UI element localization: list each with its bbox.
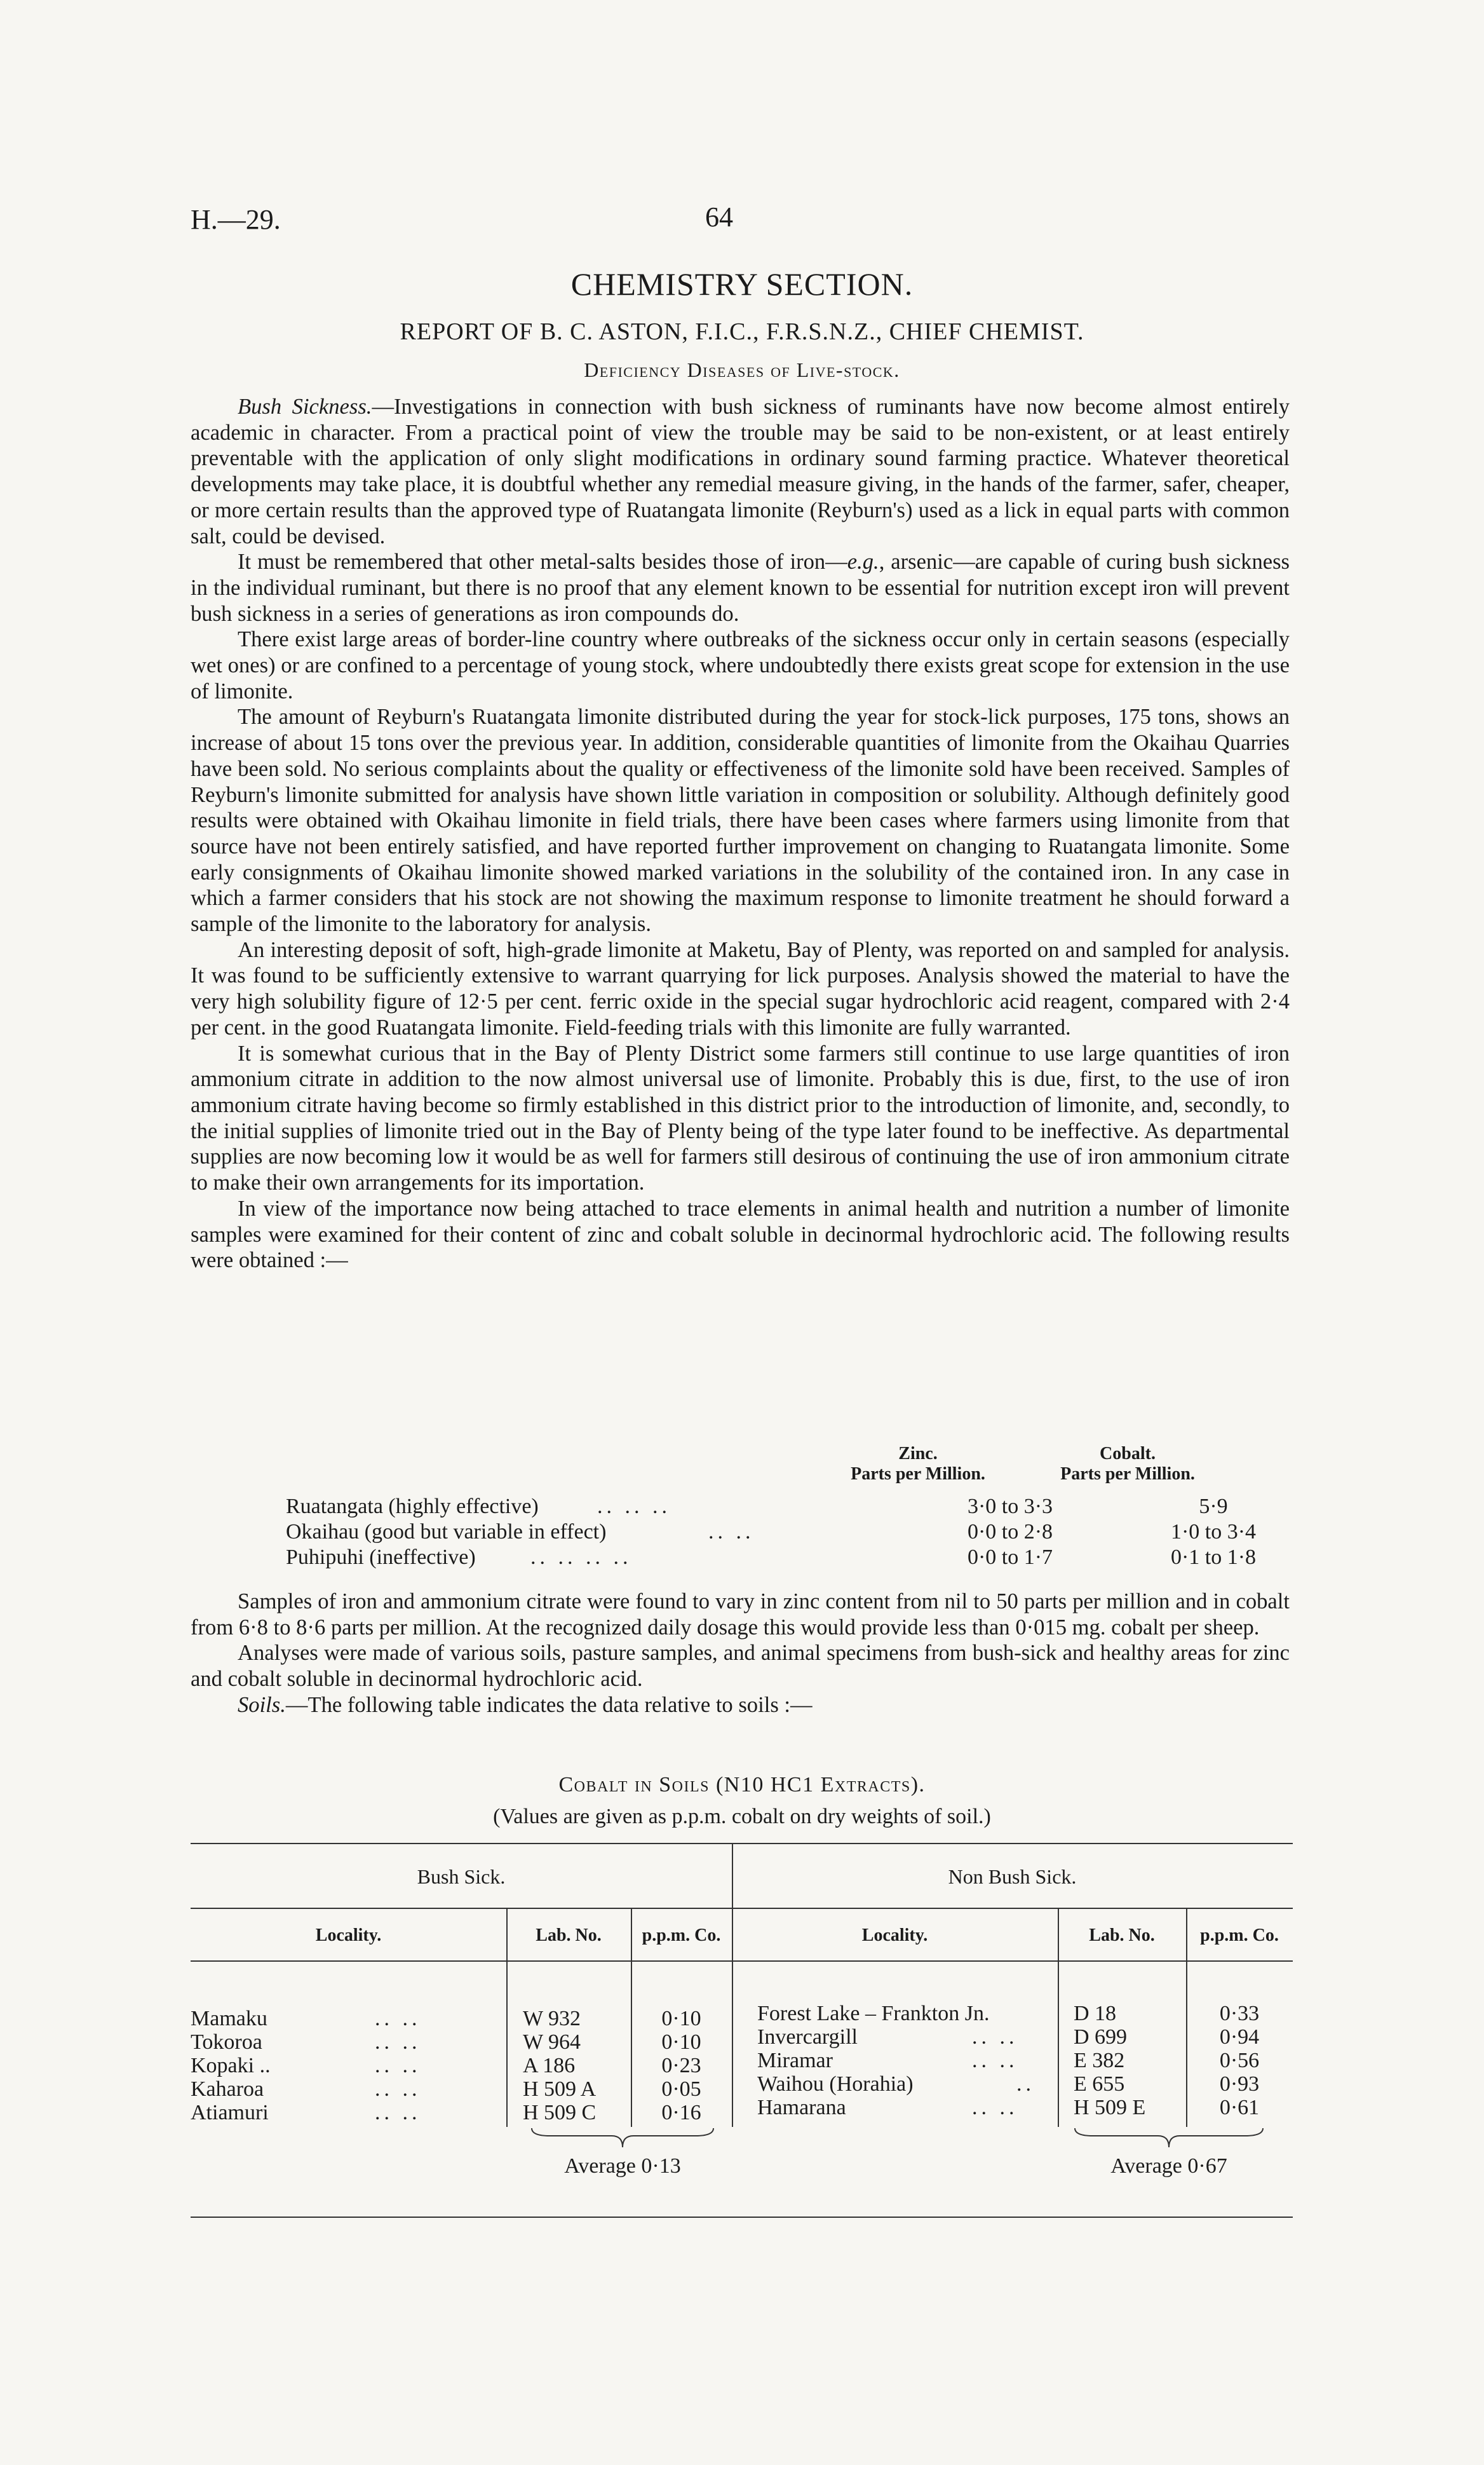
column-header-ppm: p.p.m. Co. [1200,1925,1279,1945]
average-brace-icon [530,2126,715,2151]
paragraph-limonite-amount: The amount of Reyburn's Ruatangata limonite distributed during the year for stock-lick purposes, 175 tons, shows an increase of about 15 tons over the previous year. In addition, considerable quantities of limonite from the Okaihau Quarries have been sold. No serious complaints about the quality or effectiveness of the limonite sold have been received. Samples of Reyburn's limonite submitted for analysis have shown little variation in composition or solubility. Although definitely good results were obtained with Okaihau limonite in field trials, there have been cases where farmers using limonite from that source have not been entirely satisfied, and have reported further improvement on changing to Ruatangata limonite. Some early consignments of Okaihau limonite showed marked variations in the solubility of the contained iron. In any case in which a farmer considers that his stock are not showing the maximum response to limonite treatment he should forward a sample of the limonite to the laboratory for analysis. [191,705,1290,937]
paragraph-maketu-deposit: An interesting deposit of soft, high-grade limonite at Maketu, Bay of Plenty, was reported on and sampled for analysis. It was found to be sufficiently extensive to warrant quarrying for lick purposes. Analysis showed the material to have the very high solubility figure of 12·5 per cent. ferric oxide in the special sugar hydrochloric acid reagent, compared with 2·4 per cent. in the good Ruatangata limonite. Field-feeding trials with this limonite are fully warranted. [191,937,1290,1040]
table-rule-bottom [191,2217,1293,2218]
table-rule-header [191,1960,1293,1962]
non-bush-sick-average: Average 0·67 [1110,2154,1227,2178]
paragraph-trace-elements: In view of the importance now being attached to trace elements in animal health and nutrition a number of limonite samples were examined for their content of zinc and cobalt soluble in decinormal hydrochloric acid. The following results were obtained :— [191,1196,1290,1273]
subtitle: Deficiency Diseases of Live-stock. [584,358,900,381]
paragraph-citrate-samples: Samples of iron and ammonium citrate were found to vary in zinc content from nil to 50 parts per million and in cobalt from 6·8 to 8·6 parts per million. At the recognized daily dosage this would provide less than 0·015 mg. cobalt per sheep. [191,1589,1290,1640]
paragraph-analyses: Analyses were made of various soils, pasture samples, and animal specimens from bush-sick and healthy areas for zinc and cobalt soluble in decinormal hydrochloric acid. [191,1641,1290,1692]
body-text-continued [191,1589,1290,1718]
paragraph-bush-sickness: Bush Sickness.—Investigations in connection with bush sickness of ruminants have now become almost entirely academic in character. From a practical point of view the trouble may be said to be non-existent, or at least entirely preventable with the application of only slight modifications in ordinary sound farming practice. Whatever theoretical developments may take place, it is doubtful whether any remedial measure giving, in the hands of the farmer, safer, cheaper, or more certain results than the approved type of Ruatangata limonite (Reyburn's) used as a lick in equal parts with common salt, could be devised. [191,395,1290,548]
average-brace-icon [1074,2126,1264,2151]
paragraph-soils: Soils.—The following table indicates the data relative to soils :— [238,1692,813,1717]
soil-table-title: Cobalt in Soils (N10 HC1 Extracts). [558,1773,926,1796]
table-rule-top [191,1843,1293,1844]
cobalt-column-header: Cobalt. Parts per Million. [1060,1444,1195,1484]
paragraph-metal-salts: It must be remembered that other metal-salts besides those of iron—e.g., arsenic—are capable of curing bush sickness in the individual ruminant, but there is no proof that any element known to be essential for nutrition except iron will prevent bush sickness in a series of generations as iron compounds do. [191,550,1290,626]
soil-table-subtitle: (Values are given as p.p.m. cobalt on dry weights of soil.) [493,1805,991,1828]
non-bush-sick-heading: Non Bush Sick. [948,1865,1077,1888]
table-rule-group [191,1908,1293,1909]
report-title: REPORT OF B. C. ASTON, F.I.C., F.R.S.N.Z., CHIEF CHEMIST. [400,318,1084,345]
page-number: 64 [705,201,733,233]
bush-sick-heading: Bush Sick. [417,1865,506,1888]
paragraph-lead: Bush Sickness. [238,395,372,419]
document-page: H.—29. 64 CHEMISTRY SECTION. REPORT OF B. C. ASTON, F.I.C., F.R.S.N.Z., CHIEF CHEMIST. Deficiency Diseases of Live-stock. Bush Sickness.—Investigations in connection with bush sickness of ruminants have now become almost entirely academic in character. From a practical point of view the trouble may be said to be non-existent, or at least entirely preventable with the application of only slight modifications in ordinary sound farming practice. Whatever theoretical developments may take place, it is doubtful whether any remedial measure giving, in the hands of the farmer, safer, cheaper, or more certain results than the approved type of Ruatangata limonite (Reyburn's) used as a lick in equal parts with common salt, could be devised. It must be remembered that other metal-salts besides those of iron—e.g., arsenic—are capable of curing bush sickness in the individual ruminant, but there is no proof that any element known to be essential for nutrition except iron will prevent bush sickness in a series of generations as iron compounds do. There exist large areas of border-line country where outbreaks of the sickness occur only in certain seasons (especially wet ones) or are confined to a percentage of young stock, where undoubtedly there exists great scope for extension in the use of limonite. The amount of Reyburn's Ruatangata limonite distributed during the year for stock-lick purposes, 175 tons, shows an increase of about 15 tons over the previous year. In addition, considerable quantities of limonite from the Okaihau Quarries have been sold. No serious complaints about the quality or effectiveness of the limonite sold have been received. Samples of Reyburn's limonite submitted for analysis have shown little variation in composition or solubility. Although definitely good results were obtained with Okaihau limonite in field trials, there have been cases where farmers using limonite from that source have not been entirely satisfied, and have reported further improvement on changing to Ruatangata limonite. Some early consignments of Okaihau limonite showed marked variations in the solubility of the contained iron. In any case in which a farmer considers that his stock are not showing the maximum response to limonite treatment he should forward a sample of the limonite to the laboratory for analysis. An interesting deposit of soft, high-grade limonite at Maketu, Bay of Plenty, was reported on and sampled for analysis. It was found to be sufficiently extensive to warrant quarrying for lick purposes. Analysis showed the material to have the very high solubility figure of 12·5 per cent. ferric oxide in the special sugar hydrochloric acid reagent, compared with 2·4 per cent. in the good Ruatangata limonite. Field-feeding trials with this limonite are fully warranted. It is somewhat curious that in the Bay of Plenty District some farmers still continue to use large quantities of iron ammonium citrate in addition to the now almost universal use of limonite. Probably this is due, first, to the use of iron ammonium citrate having become so firmly established in this district prior to the introduction of limonite, and, secondly, to the initial supplies of limonite tried out in the Bay of Plenty being of the type later found to be ineffective. As departmental supplies are now becoming low it would be as well for farmers still desirous of continuing the use of iron ammonium citrate to make their own arrangements for its importation. In view of the importance now being attached to trace elements in animal health and nutrition a number of limonite samples were examined for their content of zinc and cobalt soluble in decinormal hydrochloric acid. The following results were obtained :— Zinc. Parts per Million. Cobalt. Parts per Million. Ruatangata (highly effective) .. .. .. 3·0 to 3·3 5·9 Okaihau (good but variable in effect) .. .. 0·0 to 2·8 1·0 to 3·4 Puhipuhi (ineffective) .. .. .. .. 0·0 to 1·7 0·1 to 1·8 Samples of iron and ammonium citrate were found to vary in zinc content from nil to 50 parts per million and in cobalt from 6·8 to 8·6 parts per million. At the recognized daily dosage this would provide less than 0·015 mg. cobalt per sheep. Analyses were made of various soils, pasture samples, and animal specimens from bush-sick and healthy areas for zinc and cobalt soluble in decinormal hydrochloric acid. Soils.—The following table indicates the data relative to soils :— Cobalt in Soils (N10 HC1 Extracts). (Values are given as p.p.m. cobalt on dry weights of soil.) Bush Sick. Non Bush Sick. Locality. Lab. No. p.p.m. Co. Locality. Lab. No. p.p.m. Co. Mamaku .. .. W 932 0·10 Tokoroa .. .. W 964 0·10 Kopaki .. .. .. A 186 0·23 Kaharoa .. .. H 509 A 0·05 Atiamuri .. .. H 509 C 0·16 Forest Lake – Frankton Jn. D 18 0·33 Invercargill .. .. D 699 0·94 Miramar .. .. E 382 0·56 Waihou (Horahia) .. E 655 0·93 Hamarana .. .. H 509 E 0·61 Average 0·13 Average 0·67 [0,0,1484,2465]
column-header-lab-no: Lab. No. [1089,1925,1155,1945]
column-header-locality: Locality. [315,1925,382,1945]
body-text [191,394,1290,1273]
column-header-locality: Locality. [861,1925,928,1945]
results-row: Ruatangata (highly effective) .. .. .. 3·0 to 3·3 5·9 [286,1495,1228,1518]
zinc-column-header: Zinc. Parts per Million. [851,1444,985,1484]
document-reference: H.—29. [191,204,281,235]
results-row: Okaihau (good but variable in effect) .. .. 0·0 to 2·8 1·0 to 3·4 [286,1520,1257,1544]
paragraph-border-line: There exist large areas of border-line country where outbreaks of the sickness occur only in certain seasons (especially wet ones) or are confined to a percentage of young stock, where undoubtedly there exists great scope for extension in the use of limonite. [191,627,1290,703]
paragraph-bay-of-plenty: It is somewhat curious that in the Bay of Plenty District some farmers still continue to use large quantities of iron ammonium citrate in addition to the now almost universal use of limonite. Probably this is due, first, to the use of iron ammonium citrate having become so firmly established in this district prior to the introduction of limonite, and, secondly, to the initial supplies of limonite tried out in the Bay of Plenty being of the type later found to be ineffective. As departmental supplies are now becoming low it would be as well for farmers still desirous of continuing the use of iron ammonium citrate to make their own arrangements for its importation. [191,1041,1290,1195]
results-row: Puhipuhi (ineffective) .. .. .. .. 0·0 to 1·7 0·1 to 1·8 [286,1545,1257,1569]
paragraph-lead: Soils. [238,1692,286,1717]
column-header-ppm: p.p.m. Co. [642,1925,721,1945]
bush-sick-average: Average 0·13 [564,2154,681,2178]
column-header-lab-no: Lab. No. [536,1925,602,1945]
section-title: CHEMISTRY SECTION. [570,266,914,302]
